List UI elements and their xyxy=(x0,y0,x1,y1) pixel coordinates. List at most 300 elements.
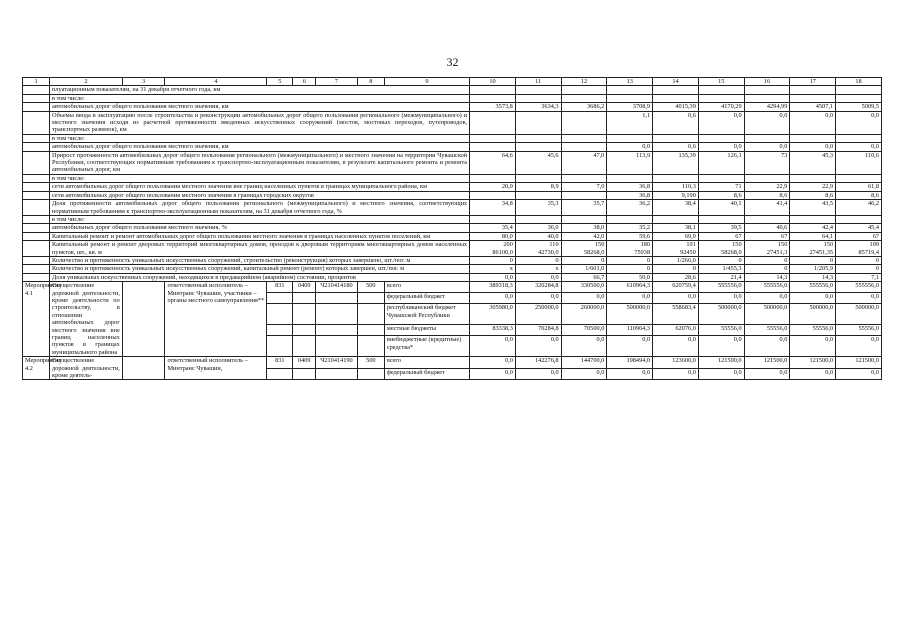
indicator-text: Количество и протяженность уникальных искусственных сооружений, капитальный ремонт (ремонт) которых завершен, шт./пог. м xyxy=(50,265,470,273)
funding-value: 320284,8 xyxy=(515,282,561,293)
indicator-value: 8,6 xyxy=(698,191,744,199)
indicator-value: 0,0 xyxy=(836,111,882,134)
empty-cell xyxy=(23,232,50,240)
code-empty-cell xyxy=(357,304,384,325)
indicator-row xyxy=(23,224,882,232)
indicator-value: 3708,9 xyxy=(607,103,653,111)
funding-value: 142276,8 xyxy=(515,357,561,369)
indicator-row xyxy=(23,265,882,273)
indicator-value: 0,0 xyxy=(607,143,653,151)
indicator-value: 20,0 xyxy=(470,183,516,191)
indicator-value: 35,4 xyxy=(470,224,516,232)
measure-4-2-rzpr: 0409 xyxy=(293,357,316,369)
funding-value: 0,0 xyxy=(744,293,790,304)
indicator-row xyxy=(23,273,882,281)
indicator-value: 150 58268,0 xyxy=(698,241,744,257)
funding-value: 62076,0 xyxy=(653,325,699,336)
indicator-text: Объемы ввода в эксплуатацию после строительства и реконструкции автомобильных дорог общего пользования регионального (межмуниципального) и местного значения исходя из расчетной протяженности введенных искусственных сооружений (мостов, мостовых переходов, путепроводов, транспортных развязок), км xyxy=(50,111,470,134)
indicator-value: 0 xyxy=(698,256,744,264)
indicator-value: 7,1 xyxy=(836,273,882,281)
indicator-row xyxy=(23,103,882,111)
funding-value: 121500,0 xyxy=(744,357,790,369)
header-cell: 5 xyxy=(267,78,293,86)
indicator-value: 40,0 xyxy=(515,232,561,240)
indicator-text: Количество и протяженность уникальных искусственных сооружений, строительство (реконструкция) которых завершено, шт./пог. м xyxy=(50,256,470,264)
funding-value: 260000,0 xyxy=(561,304,607,325)
indicator-value xyxy=(561,215,607,223)
indicator-value: 0,0 xyxy=(790,111,836,134)
indicator-value: 67 xyxy=(744,232,790,240)
measure-4-1-label: Мероприятие 4.1 xyxy=(23,282,50,357)
indicator-value: 0,0 xyxy=(744,111,790,134)
indicator-value: 64,1 xyxy=(790,232,836,240)
indicator-value xyxy=(515,215,561,223)
indicator-value xyxy=(790,86,836,94)
indicator-value: 36,0 xyxy=(515,224,561,232)
funding-value: 121500,0 xyxy=(836,357,882,369)
funding-value: 0,0 xyxy=(561,368,607,380)
funding-value: 610964,3 xyxy=(607,282,653,293)
funding-value: 0,0 xyxy=(653,293,699,304)
indicator-value: 22,9 xyxy=(790,183,836,191)
indicator-value xyxy=(653,94,699,102)
indicator-value: 0 xyxy=(561,256,607,264)
indicator-value: 0 xyxy=(607,265,653,273)
indicator-value: 34,8 xyxy=(470,200,516,216)
empty-cell xyxy=(23,265,50,273)
measure-4-1-vr: 500 xyxy=(357,282,384,293)
indicator-value xyxy=(790,134,836,142)
indicator-value: 0,0 xyxy=(698,143,744,151)
measure-4-1-executor: ответственный исполнитель – Минтранс Чувашии, участники – органы местного самоуправления** xyxy=(165,282,267,357)
header-cell: 18 xyxy=(836,78,882,86)
empty-cell xyxy=(23,134,50,142)
code-empty-cell xyxy=(267,368,293,380)
indicator-text: в том числе: xyxy=(50,94,470,102)
indicator-value xyxy=(470,215,516,223)
funding-value: 389318,3 xyxy=(470,282,516,293)
indicator-value: 3634,3 xyxy=(515,103,561,111)
indicator-value: 22,9 xyxy=(744,183,790,191)
indicator-value xyxy=(470,143,516,151)
indicator-value xyxy=(561,174,607,182)
indicator-value: 0 xyxy=(607,256,653,264)
funding-value: 500000,0 xyxy=(607,304,653,325)
funding-value: 198494,0 xyxy=(607,357,653,369)
funding-value: 0,0 xyxy=(698,293,744,304)
program-table xyxy=(22,77,882,380)
empty-cell xyxy=(23,200,50,216)
indicator-row xyxy=(23,215,882,223)
indicator-value: 135,39 xyxy=(653,151,699,174)
code-empty-cell xyxy=(316,336,358,357)
funding-value: 144700,0 xyxy=(561,357,607,369)
header-cell: 13 xyxy=(607,78,653,86)
indicator-value: 0,0 xyxy=(744,143,790,151)
measure-4-2-grbs: 831 xyxy=(267,357,293,369)
indicator-row xyxy=(23,241,882,257)
header-cell: 4 xyxy=(165,78,267,86)
indicator-value: 7,0 xyxy=(561,183,607,191)
indicator-value: 150 27451,35 xyxy=(790,241,836,257)
indicator-value xyxy=(561,191,607,199)
indicator-value: 42,4 xyxy=(790,224,836,232)
indicator-text: Капитальный ремонт и ремонт дворовых территорий многоквартирных домов, проездов к дворовым территориям многоквартирных домов населенных пунктов, шт., кв. м xyxy=(50,241,470,257)
code-empty-cell xyxy=(357,325,384,336)
header-cell: 8 xyxy=(357,78,384,86)
indicator-value xyxy=(561,134,607,142)
indicator-value: 200 86100,0 xyxy=(470,241,516,257)
indicator-value: 14,3 xyxy=(744,273,790,281)
code-empty-cell xyxy=(267,325,293,336)
funding-source: внебюджетные (кредитные) средства* xyxy=(384,336,469,357)
indicator-value xyxy=(836,174,882,182)
indicator-value xyxy=(698,86,744,94)
header-cell: 9 xyxy=(384,78,469,86)
indicator-value xyxy=(653,174,699,182)
indicator-value: 180 75938 xyxy=(607,241,653,257)
page-number: 32 xyxy=(446,55,459,69)
header-cell: 7 xyxy=(316,78,358,86)
indicator-value: 45,6 xyxy=(515,151,561,174)
indicator-value: 1/455,3 xyxy=(698,265,744,273)
funding-value: 620759,4 xyxy=(653,282,699,293)
code-empty-cell xyxy=(293,304,316,325)
indicator-value xyxy=(607,94,653,102)
funding-source: федеральный бюджет xyxy=(384,368,469,380)
indicator-value: x xyxy=(515,265,561,273)
empty-cell xyxy=(23,174,50,182)
measure-4-1-empty xyxy=(122,282,165,357)
funding-value: 555556,0 xyxy=(836,282,882,293)
indicator-value: 40,1 xyxy=(698,200,744,216)
indicator-text: в том числе: xyxy=(50,215,470,223)
funding-value: 121500,0 xyxy=(790,357,836,369)
indicator-value xyxy=(515,86,561,94)
code-empty-cell xyxy=(267,336,293,357)
indicator-value xyxy=(470,174,516,182)
indicator-value xyxy=(698,174,744,182)
funding-value: 0,0 xyxy=(744,336,790,357)
indicator-value: 113,9 xyxy=(607,151,653,174)
indicator-row xyxy=(23,134,882,142)
header-cell: 12 xyxy=(561,78,607,86)
indicator-row xyxy=(23,256,882,264)
code-empty-cell xyxy=(316,368,358,380)
measure-row xyxy=(23,357,882,369)
indicator-value: 0 xyxy=(744,265,790,273)
funding-value: 0,0 xyxy=(790,368,836,380)
indicator-value: 36,8 xyxy=(607,191,653,199)
funding-value: 330500,0 xyxy=(561,282,607,293)
indicator-value: 0 xyxy=(836,265,882,273)
indicator-value xyxy=(470,94,516,102)
empty-cell xyxy=(23,273,50,281)
indicator-value: 43,5 xyxy=(790,200,836,216)
funding-value: 0,0 xyxy=(836,293,882,304)
indicator-value: 21,4 xyxy=(698,273,744,281)
indicator-value: 71 xyxy=(698,183,744,191)
indicator-value: 38,1 xyxy=(653,224,699,232)
indicator-value xyxy=(607,215,653,223)
empty-cell xyxy=(23,151,50,174)
code-empty-cell xyxy=(357,293,384,304)
indicator-value xyxy=(653,134,699,142)
indicator-value: 28,6 xyxy=(653,273,699,281)
indicator-value: 50,0 xyxy=(607,273,653,281)
indicator-row xyxy=(23,183,882,191)
indicator-value: 0,0 xyxy=(470,273,516,281)
funding-value: 0,0 xyxy=(607,293,653,304)
indicator-value xyxy=(515,143,561,151)
funding-value: 70500,0 xyxy=(561,325,607,336)
measure-4-1-title: Осуществление дорожной деятельности, кроме деятельности по строительству, в отношении автомобильных дорог местного значения вне границ населенных пунктов в границах муниципального района xyxy=(50,282,123,357)
indicator-value xyxy=(607,86,653,94)
header-cell: 11 xyxy=(515,78,561,86)
code-empty-cell xyxy=(267,304,293,325)
indicator-value: 36,8 xyxy=(607,183,653,191)
code-empty-cell xyxy=(293,336,316,357)
indicator-value: 0,6 xyxy=(653,143,699,151)
code-empty-cell xyxy=(293,325,316,336)
empty-cell xyxy=(23,224,50,232)
code-empty-cell xyxy=(316,304,358,325)
indicator-value: 5009,5 xyxy=(836,103,882,111)
header-cell: 1 xyxy=(23,78,50,86)
indicator-text: плуатационным показателям, на 31 декабря отчетного года, км xyxy=(50,86,470,94)
indicator-value: 1/205,9 xyxy=(790,265,836,273)
code-empty-cell xyxy=(267,293,293,304)
indicator-value: 0,0 xyxy=(790,143,836,151)
indicator-value: 0,6 xyxy=(653,111,699,134)
code-empty-cell xyxy=(316,293,358,304)
funding-value: 555556,0 xyxy=(744,282,790,293)
indicator-value: x xyxy=(470,265,516,273)
funding-value: 0,0 xyxy=(515,368,561,380)
indicator-value: 0 xyxy=(836,256,882,264)
indicator-value: 0 xyxy=(744,256,790,264)
indicator-value: 4507,1 xyxy=(790,103,836,111)
funding-value: 0,0 xyxy=(470,293,516,304)
funding-value: 500000,0 xyxy=(698,304,744,325)
indicator-value xyxy=(744,94,790,102)
indicator-value: 0,0 xyxy=(698,111,744,134)
indicator-text: автомобильных дорог общего пользования местного значения, км xyxy=(50,103,470,111)
indicator-value: 126,1 xyxy=(698,151,744,174)
indicator-text: в том числе: xyxy=(50,134,470,142)
indicator-value: 0,0 xyxy=(515,273,561,281)
indicator-value xyxy=(607,174,653,182)
funding-value: 0,0 xyxy=(470,336,516,357)
indicator-value: 110,3 xyxy=(653,183,699,191)
code-empty-cell xyxy=(357,336,384,357)
indicator-text: сети автомобильных дорог общего пользования местного значения в границах городских округов xyxy=(50,191,470,199)
indicator-value: 150 27451,3 xyxy=(744,241,790,257)
measure-4-2-vr: 500 xyxy=(357,357,384,369)
indicator-value xyxy=(790,174,836,182)
indicator-value xyxy=(790,215,836,223)
funding-value: 0,0 xyxy=(561,336,607,357)
indicator-value xyxy=(561,143,607,151)
measure-4-2-label: Мероприятие 4.2 xyxy=(23,357,50,380)
indicator-row xyxy=(23,191,882,199)
funding-value: 0,0 xyxy=(561,293,607,304)
indicator-value xyxy=(515,94,561,102)
measure-4-1-rzpr: 0409 xyxy=(293,282,316,293)
measure-4-2-csr: Ч210414190 xyxy=(316,357,358,369)
empty-cell xyxy=(23,215,50,223)
measure-row xyxy=(23,282,882,293)
indicator-value xyxy=(698,94,744,102)
indicator-value: 110 42730,0 xyxy=(515,241,561,257)
indicator-text: Капитальный ремонт и ремонт автомобильных дорог общего пользования местного значения в границах населенных пунктов поселений, км xyxy=(50,232,470,240)
indicator-value: 45,3 xyxy=(790,151,836,174)
funding-value: 500000,0 xyxy=(836,304,882,325)
funding-value: 55556,0 xyxy=(836,325,882,336)
funding-value: 0,0 xyxy=(744,368,790,380)
funding-source: республиканский бюджет Чувашской Республики xyxy=(384,304,469,325)
empty-cell xyxy=(23,103,50,111)
indicator-value xyxy=(561,94,607,102)
header-cell: 10 xyxy=(470,78,516,86)
header-cell: 3 xyxy=(122,78,165,86)
funding-value: 0,0 xyxy=(470,357,516,369)
indicator-value: 14,3 xyxy=(790,273,836,281)
funding-value: 0,0 xyxy=(836,368,882,380)
indicator-value: 1,1 xyxy=(607,111,653,134)
indicator-value xyxy=(836,215,882,223)
funding-value: 305980,0 xyxy=(470,304,516,325)
indicator-value: 59,6 xyxy=(607,232,653,240)
indicator-row xyxy=(23,174,882,182)
indicator-value xyxy=(653,215,699,223)
indicator-row xyxy=(23,94,882,102)
empty-cell xyxy=(23,256,50,264)
funding-value: 0,0 xyxy=(836,336,882,357)
funding-value: 0,0 xyxy=(790,336,836,357)
funding-value: 500000,0 xyxy=(790,304,836,325)
header-cell: 6 xyxy=(293,78,316,86)
indicator-value: 67 xyxy=(698,232,744,240)
empty-cell xyxy=(23,183,50,191)
funding-value: 0,0 xyxy=(698,336,744,357)
indicator-value: 1/266,0 xyxy=(653,256,699,264)
indicator-value: 35,2 xyxy=(607,224,653,232)
indicator-value: 0 xyxy=(470,256,516,264)
indicator-row xyxy=(23,200,882,216)
funding-value: 123600,0 xyxy=(653,357,699,369)
funding-value: 0,0 xyxy=(607,336,653,357)
funding-value: 0,0 xyxy=(790,293,836,304)
indicator-value xyxy=(470,86,516,94)
indicator-value xyxy=(836,86,882,94)
indicator-row xyxy=(23,86,882,94)
indicator-value xyxy=(744,86,790,94)
empty-cell xyxy=(23,94,50,102)
indicator-value: 64,6 xyxy=(470,151,516,174)
measure-4-1-grbs: 831 xyxy=(267,282,293,293)
funding-source: местные бюджеты xyxy=(384,325,469,336)
indicator-value: 110,6 xyxy=(836,151,882,174)
indicator-value xyxy=(470,134,516,142)
funding-value: 55556,0 xyxy=(698,325,744,336)
indicator-value: 66,7 xyxy=(561,273,607,281)
indicator-value: 0 xyxy=(790,256,836,264)
code-empty-cell xyxy=(293,368,316,380)
indicator-value: 3686,2 xyxy=(561,103,607,111)
header-row xyxy=(23,78,882,86)
indicator-value: 69,9 xyxy=(653,232,699,240)
indicator-text: сети автомобильных дорог общего пользования местного значения вне границ населенных пунктов в границах муниципального района, км xyxy=(50,183,470,191)
indicator-value xyxy=(836,94,882,102)
indicator-value: 4015,39 xyxy=(653,103,699,111)
indicator-value: 109 85719,4 xyxy=(836,241,882,257)
funding-source: всего xyxy=(384,357,469,369)
indicator-value: 36,2 xyxy=(607,200,653,216)
indicator-value xyxy=(470,111,516,134)
header-cell: 2 xyxy=(50,78,123,86)
funding-value: 555556,0 xyxy=(698,282,744,293)
indicator-value: 35,7 xyxy=(561,200,607,216)
funding-source: всего xyxy=(384,282,469,293)
indicator-text: Прирост протяженности автомобильных дорог общего пользования регионального (межмуниципального) и местного значения на территории Чувашской Республики, соответствующих нормативным требованиям к транспортно-эксплуатационным показателям, в результате капитального ремонта и ремонта автомобильных дорог, км xyxy=(50,151,470,174)
funding-value: 83338,3 xyxy=(470,325,516,336)
indicator-value xyxy=(653,86,699,94)
header-cell: 14 xyxy=(653,78,699,86)
indicator-text: автомобильных дорог общего пользования местного значения, % xyxy=(50,224,470,232)
measure-4-2-executor: ответственный исполнитель – Минтранс Чувашии, xyxy=(165,357,267,380)
header-cell: 17 xyxy=(790,78,836,86)
empty-cell xyxy=(23,111,50,134)
indicator-value xyxy=(744,134,790,142)
empty-cell xyxy=(23,191,50,199)
measure-4-2-empty xyxy=(122,357,165,380)
funding-value: 70284,8 xyxy=(515,325,561,336)
indicator-value: 0,0 xyxy=(836,143,882,151)
empty-cell xyxy=(23,241,50,257)
indicator-value xyxy=(698,215,744,223)
funding-value: 55556,0 xyxy=(790,325,836,336)
indicator-value: 0 xyxy=(515,256,561,264)
indicator-value xyxy=(561,111,607,134)
funding-value: 0,0 xyxy=(515,293,561,304)
measure-4-1-csr: Ч210414180 xyxy=(316,282,358,293)
indicator-row xyxy=(23,151,882,174)
indicator-value xyxy=(607,134,653,142)
indicator-value: 0 xyxy=(653,265,699,273)
indicator-value: 80,0 xyxy=(470,232,516,240)
indicator-value: 8,6 xyxy=(744,191,790,199)
funding-value: 500000,0 xyxy=(744,304,790,325)
indicator-value: 150 58268,0 xyxy=(561,241,607,257)
funding-value: 121500,0 xyxy=(698,357,744,369)
indicator-value: 191 92450 xyxy=(653,241,699,257)
empty-cell xyxy=(23,143,50,151)
indicator-text: Доля протяженности автомобильных дорог общего пользования регионального (межмуниципального) и местного значения, соответствующих нормативным требованиям к транспортно-эксплуатационным показателям, на 31 декабря отчетного года, % xyxy=(50,200,470,216)
indicator-value: 40,6 xyxy=(744,224,790,232)
indicator-value: 67 xyxy=(836,232,882,240)
code-empty-cell xyxy=(293,293,316,304)
indicator-text: автомобильных дорог общего пользования местного значения, км xyxy=(50,143,470,151)
indicator-value: 45,4 xyxy=(836,224,882,232)
indicator-value: 38,0 xyxy=(561,224,607,232)
indicator-value: 42,0 xyxy=(561,232,607,240)
code-empty-cell xyxy=(357,368,384,380)
funding-value: 110964,3 xyxy=(607,325,653,336)
indicator-value xyxy=(744,215,790,223)
funding-value: 555556,0 xyxy=(790,282,836,293)
indicator-value xyxy=(515,134,561,142)
